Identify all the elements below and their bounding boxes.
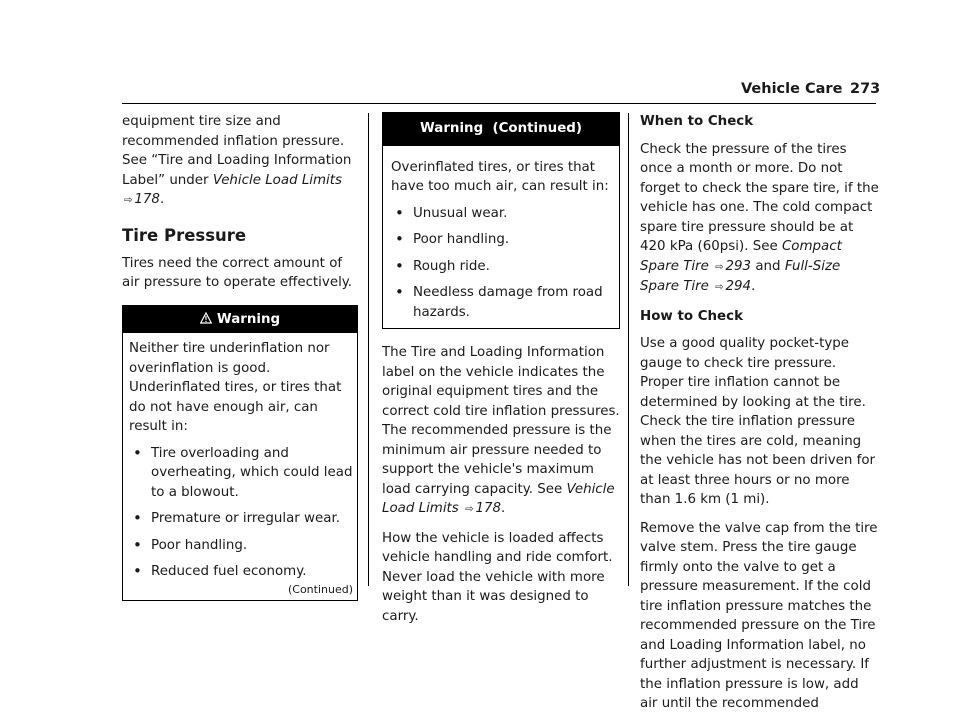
- column-divider: [628, 113, 629, 586]
- page-number: 273: [850, 81, 881, 97]
- column-3: [640, 112, 880, 723]
- column-1: [122, 112, 358, 601]
- warning-box: [122, 305, 358, 601]
- page-reference[interactable]: 294: [725, 279, 752, 294]
- page-arrow-icon: ⇨: [465, 504, 474, 515]
- warning-body: [383, 146, 619, 329]
- page-reference[interactable]: 178: [475, 501, 502, 516]
- cross-reference-link[interactable]: Compact Spare Tire: [640, 239, 842, 274]
- subheading: How to Check: [640, 308, 743, 324]
- list-item: • Rough ride.: [391, 257, 615, 277]
- column-2: [382, 112, 620, 635]
- list-item: • Needless damage from road hazards.: [391, 283, 615, 322]
- warning-body: [123, 333, 357, 600]
- section-title: Tire Pressure: [122, 225, 247, 245]
- page-reference[interactable]: 178: [134, 192, 160, 207]
- list-item: • Poor handling.: [129, 536, 353, 556]
- warning-list: [391, 204, 615, 323]
- page-arrow-icon: ⇨: [124, 195, 133, 206]
- body-paragraph: Use a good quality pocket-type gauge to check tire pressure. Proper tire inflation cannot be determined by looking at the tire. Check the tire inflation pressure when the tires are cold, meaning the vehicle has not been driven for at least three hours or no more than 1.6 km (1 mi).: [640, 336, 876, 507]
- cross-reference-link[interactable]: Full-Size Spare Tire: [640, 258, 841, 294]
- running-header-section: Vehicle Care: [741, 81, 843, 97]
- body-paragraph: Check the pressure of the tires once a month or more. Do not forget to check the spare tire, if the vehicle has one. The cold compact spare tire pressure should be at 420 kPa (60psi). See Compact Spare Tire ⇨ 293 and Full-Size Spare Tire ⇨ 294.: [640, 141, 879, 294]
- list-item: • Poor handling.: [391, 230, 615, 250]
- column-divider: [368, 113, 369, 586]
- warning-list: [129, 444, 353, 582]
- warning-triangle-icon: [200, 312, 212, 324]
- subheading: When to Check: [640, 114, 754, 129]
- page-arrow-icon: ⇨: [715, 282, 724, 293]
- page-reference[interactable]: 293: [725, 258, 752, 274]
- body-paragraph: Remove the valve cap from the tire valve stem. Press the tire gauge firmly onto the valve to get a pressure measurement. If the cold tire inflation pressure matches the recommended pressure on the Tire and Loading Information label, no further adjustment is necessary. If the inflation pressure is low, add air until the recommended: [640, 520, 878, 711]
- list-item: • Tire overloading and overheating, which could lead to a blowout.: [129, 444, 353, 503]
- header-rule: [122, 103, 876, 104]
- list-item: • Premature or irregular wear.: [129, 509, 353, 529]
- warning-lead: Overinflated tires, or tires that have too much air, can result in:: [391, 159, 609, 194]
- warning-heading: Warning: [123, 306, 357, 334]
- cross-reference-link[interactable]: Vehicle Load Limits: [212, 172, 342, 188]
- warning-lead: Neither tire underinflation nor overinflation is good. Underinflated tires, or tires that do not have enough air, can result in:: [129, 341, 342, 434]
- body-paragraph: How the vehicle is loaded affects vehicle handling and ride comfort. Never load the vehicle with more weight than it was designed to carry.: [382, 530, 613, 624]
- list-item: • Reduced fuel economy.: [129, 562, 353, 582]
- continued-label: (Continued): [287, 582, 353, 596]
- page-arrow-icon: ⇨: [715, 261, 724, 273]
- intro-paragraph: equipment tire size and recommended inflation pressure. See “Tire and Loading Information Label” under Vehicle Load Limits ⇨ 178.: [122, 114, 352, 207]
- body-paragraph: Tires need the correct amount of air pressure to operate effectively.: [122, 255, 353, 290]
- body-paragraph: The Tire and Loading Information label on the vehicle indicates the original equipment tires and the correct cold tire inflation pressures. The recommended pressure is the minimum air pressure needed to support the vehicle's maximum load carrying capacity. See Vehicle Load Limits ⇨ 178.: [382, 345, 620, 516]
- warning-box: [382, 112, 620, 329]
- warning-heading: Warning (Continued): [383, 113, 619, 146]
- cross-reference-link[interactable]: Vehicle Load Limits: [382, 481, 615, 516]
- list-item: • Unusual wear.: [391, 204, 615, 224]
